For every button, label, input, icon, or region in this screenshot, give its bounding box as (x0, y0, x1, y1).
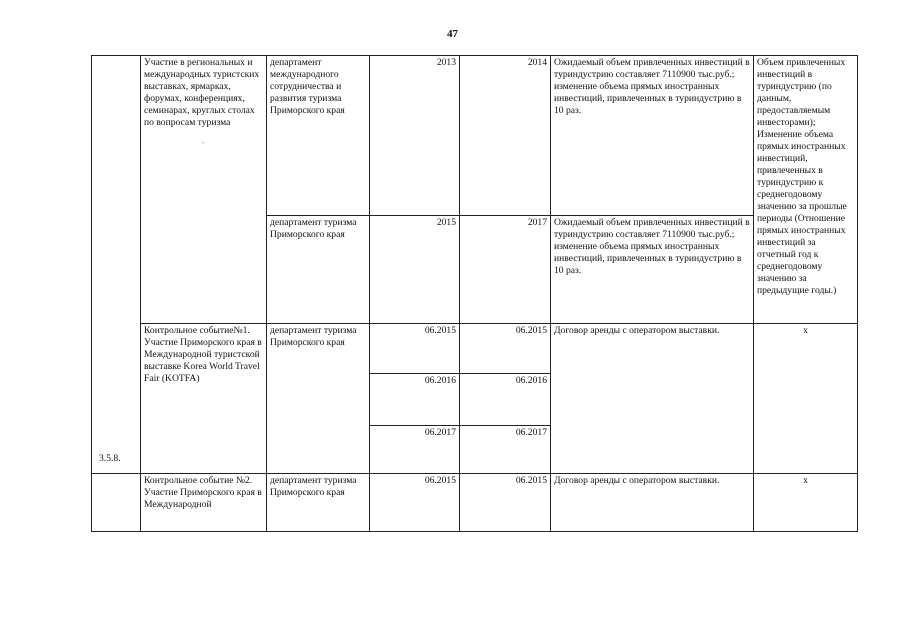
indicator-cell: Объем привлеченных инвестиций в туриндустрию (по данным, предоставляемым инвесторами); Изменение объема прямых иностранных инвестиций, привлеченных в туриндустрию к среднегодовому значению за прошлые периоды (Отношение прямых иностранных инвестиций за отчетный год к среднегодовому значению за предыдущие годы.) (754, 56, 858, 324)
performer-cell: департамент туризма Приморского края (267, 324, 370, 474)
result-cell: Договор аренды с оператором выставки. (551, 474, 754, 532)
end-date-cell: 2014 (460, 56, 551, 216)
plan-table (91, 55, 858, 532)
activity-code: 3.5.8. (92, 56, 141, 474)
dash-mark: - (202, 138, 205, 147)
activity-title (141, 56, 267, 324)
performer-cell: департамент туризма Приморского края (267, 216, 370, 324)
page-number: 47 (447, 28, 458, 40)
end-date-cell: 06.2015 (460, 474, 551, 532)
table-row (92, 474, 858, 532)
performer-cell: департамент туризма Приморского края (267, 474, 370, 532)
start-date-cell: 2013 (370, 56, 460, 216)
result-cell: Ожидаемый объем привлеченных инвестиций в туриндустрию составляет 7110900 тыс.руб.; изменение объема прямых иностранных инвестиций, привлеченных в туриндустрию в 10 раз. (551, 216, 754, 324)
start-date-cell: 06.2016 (370, 374, 460, 426)
activity-code-empty (92, 474, 141, 532)
indicator-cell: х (754, 474, 858, 532)
activity-title-text: Участие в региональных и международных туристских выставках, ярмарках, форумах, конференциях, семинарах, круглых столах по вопросам туризма (144, 57, 260, 128)
event-title: Контрольное событие№1. Участие Приморского края в Международной туристской выставке Korea World Travel Fair (KOTFA) (141, 324, 267, 474)
start-date-cell: 06.2015 (370, 324, 460, 374)
indicator-cell: х (754, 324, 858, 474)
end-date-cell: 06.2017 (460, 426, 551, 474)
end-date-cell: 06.2016 (460, 374, 551, 426)
end-date-cell: 2017 (460, 216, 551, 324)
start-date-cell: 06.2015 (370, 474, 460, 532)
result-cell: Ожидаемый объем привлеченных инвестиций в туриндустрию составляет 7110900 тыс.руб.; изменение объема прямых иностранных инвестиций, привлеченных в туриндустрию в 10 раз. (551, 56, 754, 216)
table-row (92, 56, 858, 216)
start-date-cell: 2015 (370, 216, 460, 324)
start-date-cell: 06.2017 (370, 426, 460, 474)
event-title: Контрольное событие №2. Участие Приморского края в Международной (141, 474, 267, 532)
performer-cell: департамент международного сотрудничества и развития туризма Приморского края (267, 56, 370, 216)
table-row (92, 324, 858, 374)
result-cell: Договор аренды с оператором выставки. (551, 324, 754, 474)
end-date-cell: 06.2015 (460, 324, 551, 374)
